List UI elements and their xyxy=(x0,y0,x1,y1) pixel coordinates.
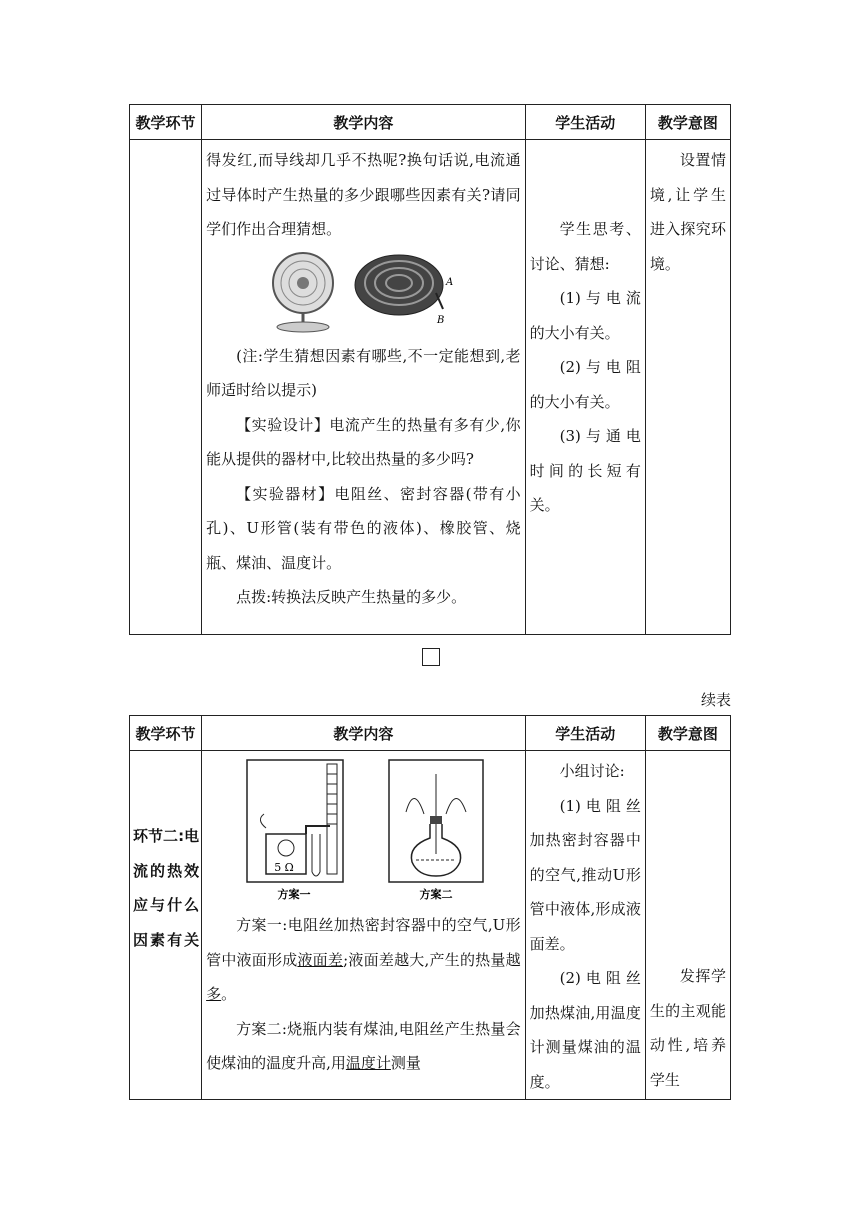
header-intent: 教学意图 xyxy=(645,105,730,140)
scheme-2-caption: 方案二 xyxy=(419,888,453,901)
activity-text: 学生思考、讨论、猜想: xyxy=(529,220,641,273)
content-cell xyxy=(202,140,526,635)
content-cell xyxy=(202,751,526,1100)
activity-text: (2)与电阻的大小有关。 xyxy=(529,358,641,411)
placeholder-box xyxy=(422,648,440,666)
activity-cell xyxy=(525,140,645,635)
scheme-2-text: 方案二:烧瓶内装有煤油,电阻丝产生热量会使煤油的温度升高,用温度计测量 xyxy=(206,1019,521,1072)
stage-cell xyxy=(130,751,202,1100)
activity-text: (2)电阻丝加热煤油,用温度计测量煤油的温度。 xyxy=(529,969,641,1091)
table-row xyxy=(130,751,731,1100)
electric-heater-image xyxy=(265,249,345,335)
header-content: 教学内容 xyxy=(202,105,526,140)
table-header-row xyxy=(130,716,731,751)
header-stage: 教学环节 xyxy=(130,716,202,751)
activity-text: (1)与电流的大小有关。 xyxy=(529,289,641,342)
scheme-1-text: 方案一:电阻丝加热密封容器中的空气,U形管中液面形成液面差;液面差越大,产生的热量越多。 xyxy=(206,916,521,1003)
table-row xyxy=(130,140,731,635)
activity-text: 小组讨论: xyxy=(559,762,625,780)
continued-label: 续表 xyxy=(700,691,731,709)
lesson-table-2 xyxy=(129,715,731,1100)
stage-cell xyxy=(130,140,202,635)
table-header-row xyxy=(130,105,731,140)
intent-text: 发挥学生的主观能动性,培养学生 xyxy=(649,967,726,1089)
resistor-label: 5 Ω xyxy=(274,861,294,874)
content-paragraph: (注:学生猜想因素有哪些,不一定能想到,老师适时给以提示) xyxy=(206,346,521,399)
section-title: 环节二:电流的热效应与什么因素有关 xyxy=(133,827,200,949)
intent-cell xyxy=(645,140,730,635)
intent-cell xyxy=(645,751,730,1100)
lesson-table-1 xyxy=(129,104,731,635)
heater-figure xyxy=(206,249,521,335)
header-activity: 学生活动 xyxy=(525,105,645,140)
content-paragraph: 得发红,而导线却几乎不热呢?换句话说,电流通过导体时产生热量的多少跟哪些因素有关?请同学们作出合理猜想。 xyxy=(206,151,521,238)
header-content: 教学内容 xyxy=(202,716,526,751)
header-stage: 教学环节 xyxy=(130,105,202,140)
experiment-diagram xyxy=(206,754,521,904)
heating-coil-image xyxy=(351,249,461,335)
intent-text: 设置情境,让学生进入探究环境。 xyxy=(649,151,726,273)
content-paragraph: 【实验器材】电阻丝、密封容器(带有小孔)、U形管(装有带色的液体)、橡胶管、烧瓶、煤油、温度计。 xyxy=(206,484,521,572)
content-paragraph: 点拨:转换法反映产生热量的多少。 xyxy=(236,588,467,606)
label-a: A xyxy=(446,276,454,288)
scheme-1-caption: 方案一 xyxy=(277,888,311,901)
activity-cell xyxy=(525,751,645,1100)
header-intent: 教学意图 xyxy=(645,716,730,751)
activity-text: (1)电阻丝加热密封容器中的空气,推动U形管中液体,形成液面差。 xyxy=(529,796,641,953)
label-b: B xyxy=(437,314,445,326)
activity-text: (3)与通电时间的长短有关。 xyxy=(529,427,641,514)
content-paragraph: 【实验设计】电流产生的热量有多有少,你能从提供的器材中,比较出热量的多少吗? xyxy=(206,415,521,468)
header-activity: 学生活动 xyxy=(525,716,645,751)
